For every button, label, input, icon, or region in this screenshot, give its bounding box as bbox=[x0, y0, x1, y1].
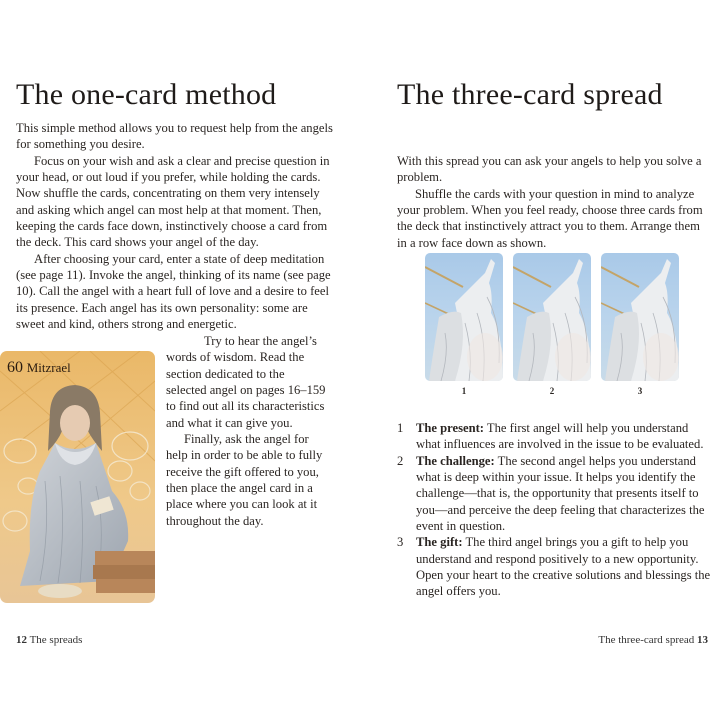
list-text: The first angel will help you understand what influences are involved in the issue to be evaluated. bbox=[416, 421, 704, 452]
body-text-full bbox=[16, 120, 334, 332]
paragraph: With this spread you can ask your angels to help you solve a problem. bbox=[397, 154, 702, 185]
angel-card-mitzrael bbox=[0, 351, 155, 603]
spread-card-1 bbox=[425, 253, 503, 381]
paragraph: Try to hear the angel’s words of wisdom. Read the section dedicated to the selected angel on pages 16–159 to find out all its characteristics and what it can give you. bbox=[166, 334, 326, 430]
trumpet-angels-illustration bbox=[601, 253, 679, 381]
list-number: 2 bbox=[397, 453, 404, 468]
footer-right bbox=[598, 634, 708, 646]
body-text bbox=[397, 153, 707, 251]
trumpet-angels-illustration bbox=[425, 253, 503, 381]
footer-section: The three-card spread bbox=[598, 634, 695, 646]
spread-card-3 bbox=[601, 253, 679, 381]
footer-left bbox=[16, 634, 82, 646]
list-number: 1 bbox=[397, 421, 404, 435]
list-text: The third angel brings you a gift to help you understand and respond positively to a new opportunity. Open your heart to the creative solutions and blessings the angel offers you. bbox=[416, 535, 711, 599]
page-title: The three-card spread bbox=[397, 78, 663, 111]
spread-card-label: 2 bbox=[549, 386, 555, 396]
spread-card-label: 3 bbox=[637, 386, 643, 396]
paragraph: Finally, ask the angel for help in order to be able to fully receive the gift offered to you, then place the angel card in a place where you can look at it throughout the day. bbox=[166, 432, 323, 528]
page-number: 13 bbox=[697, 634, 708, 646]
list-item bbox=[392, 453, 712, 535]
trumpet-angels-illustration bbox=[513, 253, 591, 381]
position-meanings-list bbox=[392, 420, 712, 600]
card-title bbox=[7, 359, 71, 377]
list-item bbox=[392, 534, 712, 599]
page-number: 12 bbox=[16, 634, 27, 646]
spread-card-label: 1 bbox=[461, 386, 467, 396]
paragraph: Shuffle the cards with your question in mind to analyze your problem. When you feel ready, choose three cards from the deck that instinctively attract you to them. Arrange them in a row face down as shown. bbox=[397, 186, 703, 250]
list-item bbox=[392, 420, 712, 453]
list-text: The second angel helps you understand what is deep within your issue. It helps you identify the challenge—that is, the opportunity that presents itself to you—and perceive the deep feeling that characterizes the event in question. bbox=[416, 453, 705, 534]
right-page bbox=[360, 0, 720, 720]
list-term: The gift: bbox=[416, 535, 463, 550]
angel-card-illustration bbox=[0, 351, 155, 603]
footer-section: The spreads bbox=[29, 634, 83, 646]
list-term: The challenge: bbox=[416, 453, 495, 468]
spread-card-2 bbox=[513, 253, 591, 381]
page-title: The one-card method bbox=[16, 78, 277, 111]
list-term: The present: bbox=[416, 421, 484, 435]
card-name: Mitzrael bbox=[26, 360, 71, 375]
paragraph: This simple method allows you to request help from the angels for something you desire. bbox=[16, 121, 333, 152]
list-number: 3 bbox=[397, 535, 404, 550]
paragraph: After choosing your card, enter a state of deep meditation (see page 11). Invoke the angel, thinking of its name (see page 10). Call the angel with a heart full of love and a desire to feel its presence. Each angel has its own personality: some are sweet and kind, others strong and energetic. bbox=[16, 251, 331, 332]
body-text-narrow bbox=[166, 333, 326, 529]
card-number: 60 bbox=[7, 359, 23, 376]
paragraph: Focus on your wish and ask a clear and precise question in your head, or out loud if you prefer, while holding the cards. Now shuffle the cards, concentrating on them very intensely and asking which angel can most help at that moment. Then, keeping the cards face down, instinctively choose a card from the deck. This card shows your angel of the day. bbox=[16, 153, 330, 250]
